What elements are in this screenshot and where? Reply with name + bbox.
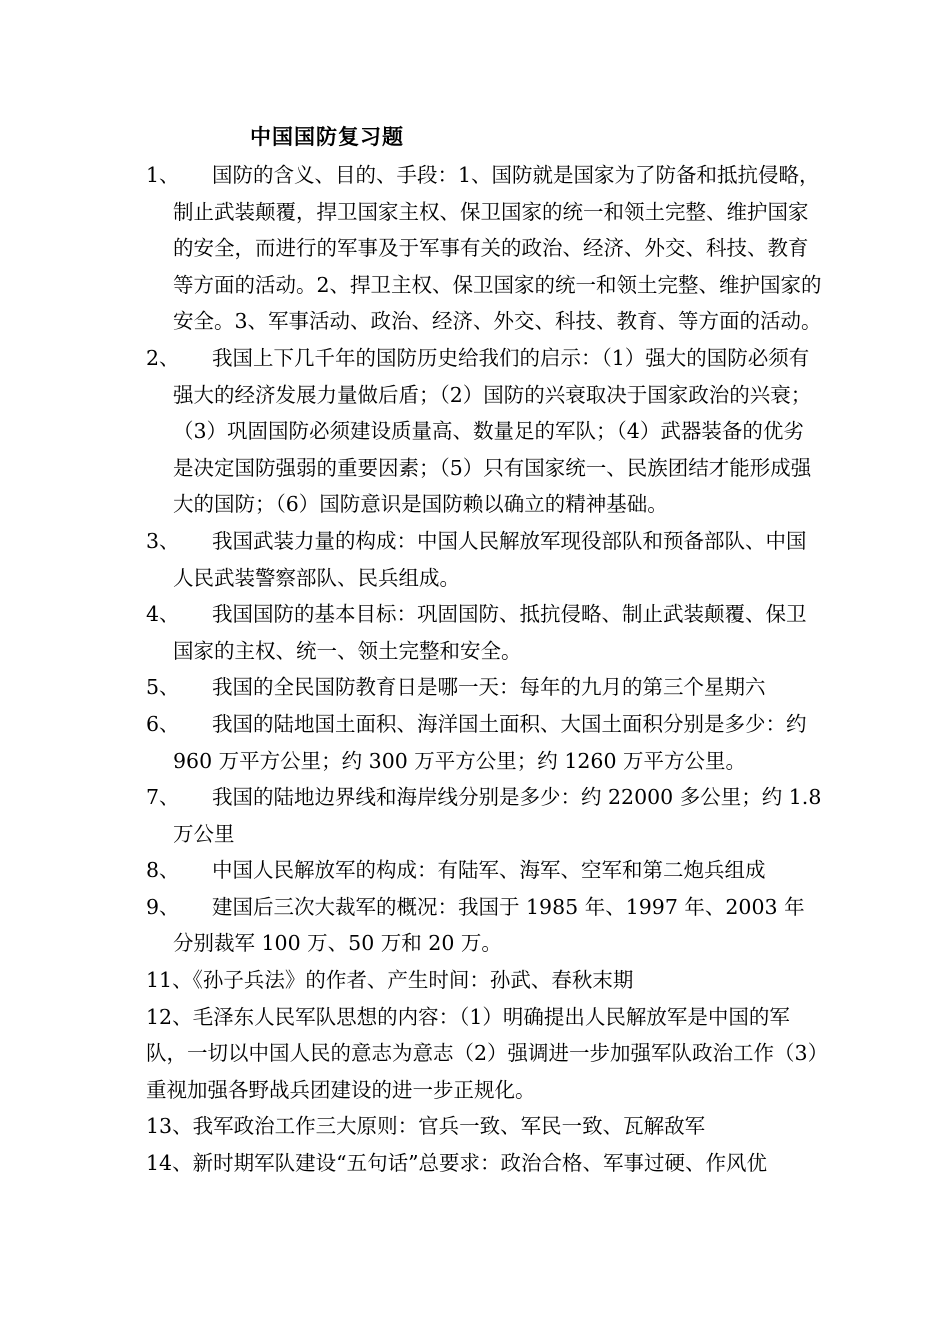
item-number: 6、 xyxy=(146,711,180,736)
question-item xyxy=(0,596,823,669)
item-text: 中国人民解放军的构成：有陆军、海军、空军和第二炮兵组成 xyxy=(212,858,766,883)
item-text: 国防的含义、目的、手段：1、国防就是国家为了防备和抵抗侵略，制止武装颠覆，捍卫国家主权、保卫国家的统一和领土完整、维护国家的安全，而进行的军事及于军事有关的政治、经济、外交、科技、教育等方面的活动。2、捍卫主权、保卫国家的统一和领土完整、维护国家的安全。3、军事活动、政治、经济、外交、科技、教育、等方面的活动。 xyxy=(173,163,822,334)
question-item xyxy=(0,669,823,706)
item-number: 9、 xyxy=(146,894,180,919)
item-number: 8、 xyxy=(146,858,180,883)
item-number: 5、 xyxy=(146,675,180,700)
question-item xyxy=(0,523,823,596)
page-title: 中国国防复习题 xyxy=(250,124,404,149)
item-text: 我国国防的基本目标：巩固国防、抵抗侵略、制止武装颠覆、保卫国家的主权、统一、领土完整和安全。 xyxy=(173,602,807,663)
item-text: 14、新时期军队建设“五句话”总要求：政治合格、军事过硬、作风优 xyxy=(146,1151,768,1176)
question-item xyxy=(0,779,823,852)
item-text: 我国武装力量的构成：中国人民解放军现役部队和预备部队、中国人民武装警察部队、民兵组成。 xyxy=(173,528,807,590)
question-item xyxy=(0,1145,823,1182)
question-item xyxy=(0,999,823,1109)
question-item xyxy=(0,157,823,340)
item-text: 我国的陆地国土面积、海洋国土面积、大国土面积分别是多少：约 960 万平方公里；约 300 万平方公里；约 1260 万平方公里。 xyxy=(173,711,807,773)
item-text: 我国的陆地边界线和海岸线分别是多少：约 22000 多公里；约 1.8 万公里 xyxy=(173,785,822,846)
item-text: 13、我军政治工作三大原则：官兵一致、军民一致、瓦解敌军 xyxy=(146,1114,706,1139)
item-text: 12、毛泽东人民军队思想的内容：（1）明确提出人民解放军是中国的军队，一切以中国人民的意志为意志（2）强调进一步加强军队政治工作（3）重视加强各野战兵团建设的进一步正规化。 xyxy=(146,1004,818,1102)
question-item xyxy=(0,962,823,999)
item-text: 建国后三次大裁军的概况：我国于 1985 年、1997 年、2003 年分别裁军 100 万、50 万和 20 万。 xyxy=(173,894,805,956)
item-number: 3、 xyxy=(146,528,180,553)
item-number: 1、 xyxy=(146,163,180,187)
question-item xyxy=(0,889,823,962)
item-number: 2、 xyxy=(146,345,180,370)
question-item xyxy=(0,340,823,523)
question-item xyxy=(0,706,823,779)
question-item xyxy=(0,1108,823,1145)
item-text: 我国的全民国防教育日是哪一天：每年的九月的第三个星期六 xyxy=(212,675,766,700)
question-item xyxy=(0,852,823,889)
question-list xyxy=(0,157,950,1182)
item-number: 7、 xyxy=(146,785,180,810)
item-text: 我国上下几千年的国防历史给我们的启示：（1）强大的国防必须有强大的经济发展力量做后盾；（2）国防的兴衰取决于国家政治的兴衰；（3）巩固国防必须建设质量高、数量足的军队；（4）武器装备的优劣是决定国防强弱的重要因素；（5）只有国家统一、民族团结才能形成强大的国防；（6）国防意识是国防赖以确立的精神基础。 xyxy=(173,345,812,517)
item-text: 11、《孙子兵法》的作者、产生时间：孙武、春秋末期 xyxy=(146,968,634,993)
item-number: 4、 xyxy=(146,602,180,627)
